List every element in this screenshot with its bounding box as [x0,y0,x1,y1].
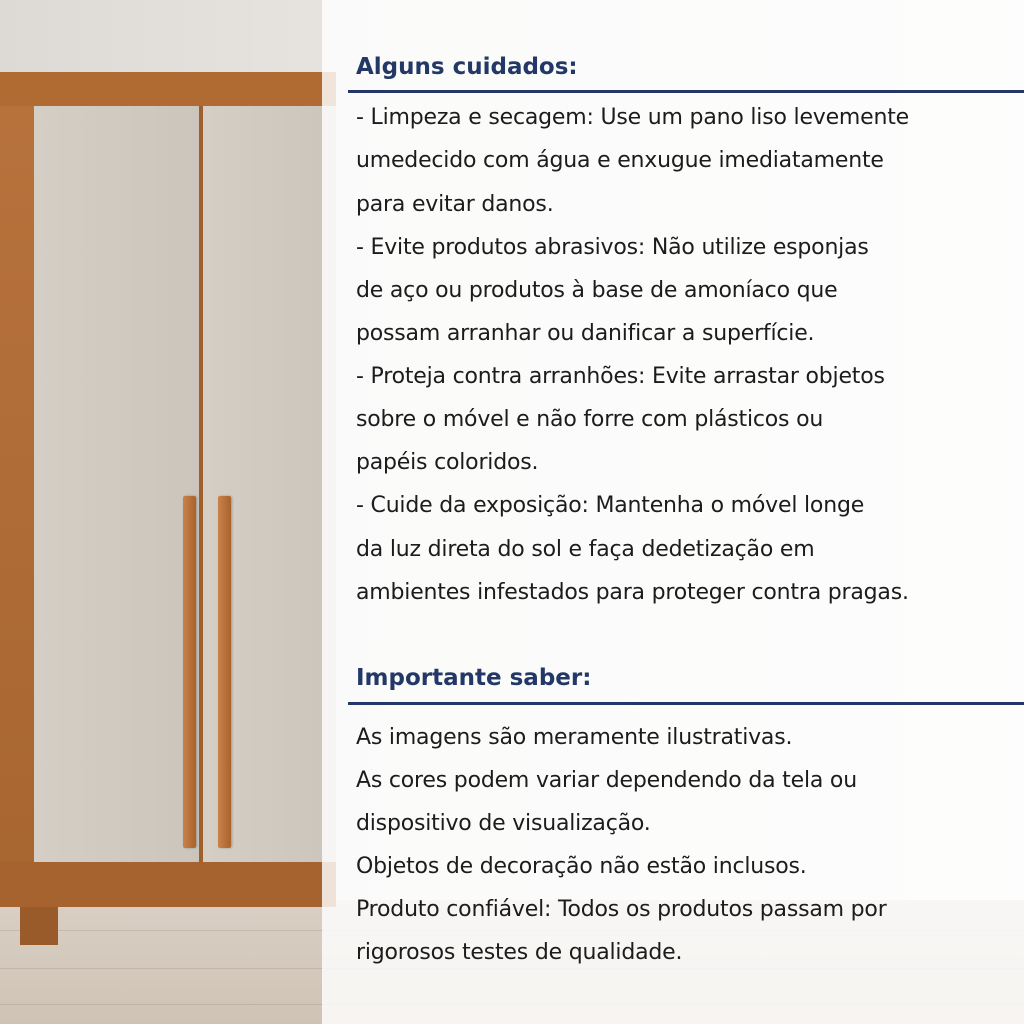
care-line: para evitar danos. [356,192,554,217]
info-line: As cores podem variar dependendo da tela ou [356,768,857,793]
care-line: sobre o móvel e não forre com plásticos ou [356,407,824,432]
important-divider [348,702,1024,705]
care-line: - Proteja contra arranhões: Evite arrastar objetos [356,364,885,389]
info-line: Produto confiável: Todos os produtos passam por [356,897,887,922]
care-divider [348,90,1024,93]
care-line: - Cuide da exposição: Mantenha o móvel longe [356,493,865,518]
care-line: de aço ou produtos à base de amoníaco que [356,278,838,303]
care-line: possam arranhar ou danificar a superfície. [356,321,815,346]
wardrobe [0,72,340,912]
wardrobe-foot [20,907,58,945]
door-handle-left [183,496,196,848]
care-line: umedecido com água e enxugue imediatamente [356,148,884,173]
info-line: dispositivo de visualização. [356,811,651,836]
important-heading: Importante saber: [356,665,592,691]
care-heading: Alguns cuidados: [356,54,578,80]
wardrobe-door-left [34,106,199,862]
wardrobe-top [0,72,336,106]
care-line: ambientes infestados para proteger contra pragas. [356,580,909,605]
info-line: rigorosos testes de qualidade. [356,940,683,965]
door-handle-right [218,496,231,848]
care-line: - Evite produtos abrasivos: Não utilize esponjas [356,235,869,260]
care-line: da luz direta do sol e faça dedetização em [356,537,815,562]
care-line: - Limpeza e secagem: Use um pano liso levemente [356,105,910,130]
info-line: As imagens são meramente ilustrativas. [356,725,793,750]
info-line: Objetos de decoração não estão inclusos. [356,854,807,879]
care-line: papéis coloridos. [356,450,539,475]
wardrobe-base [0,862,336,907]
